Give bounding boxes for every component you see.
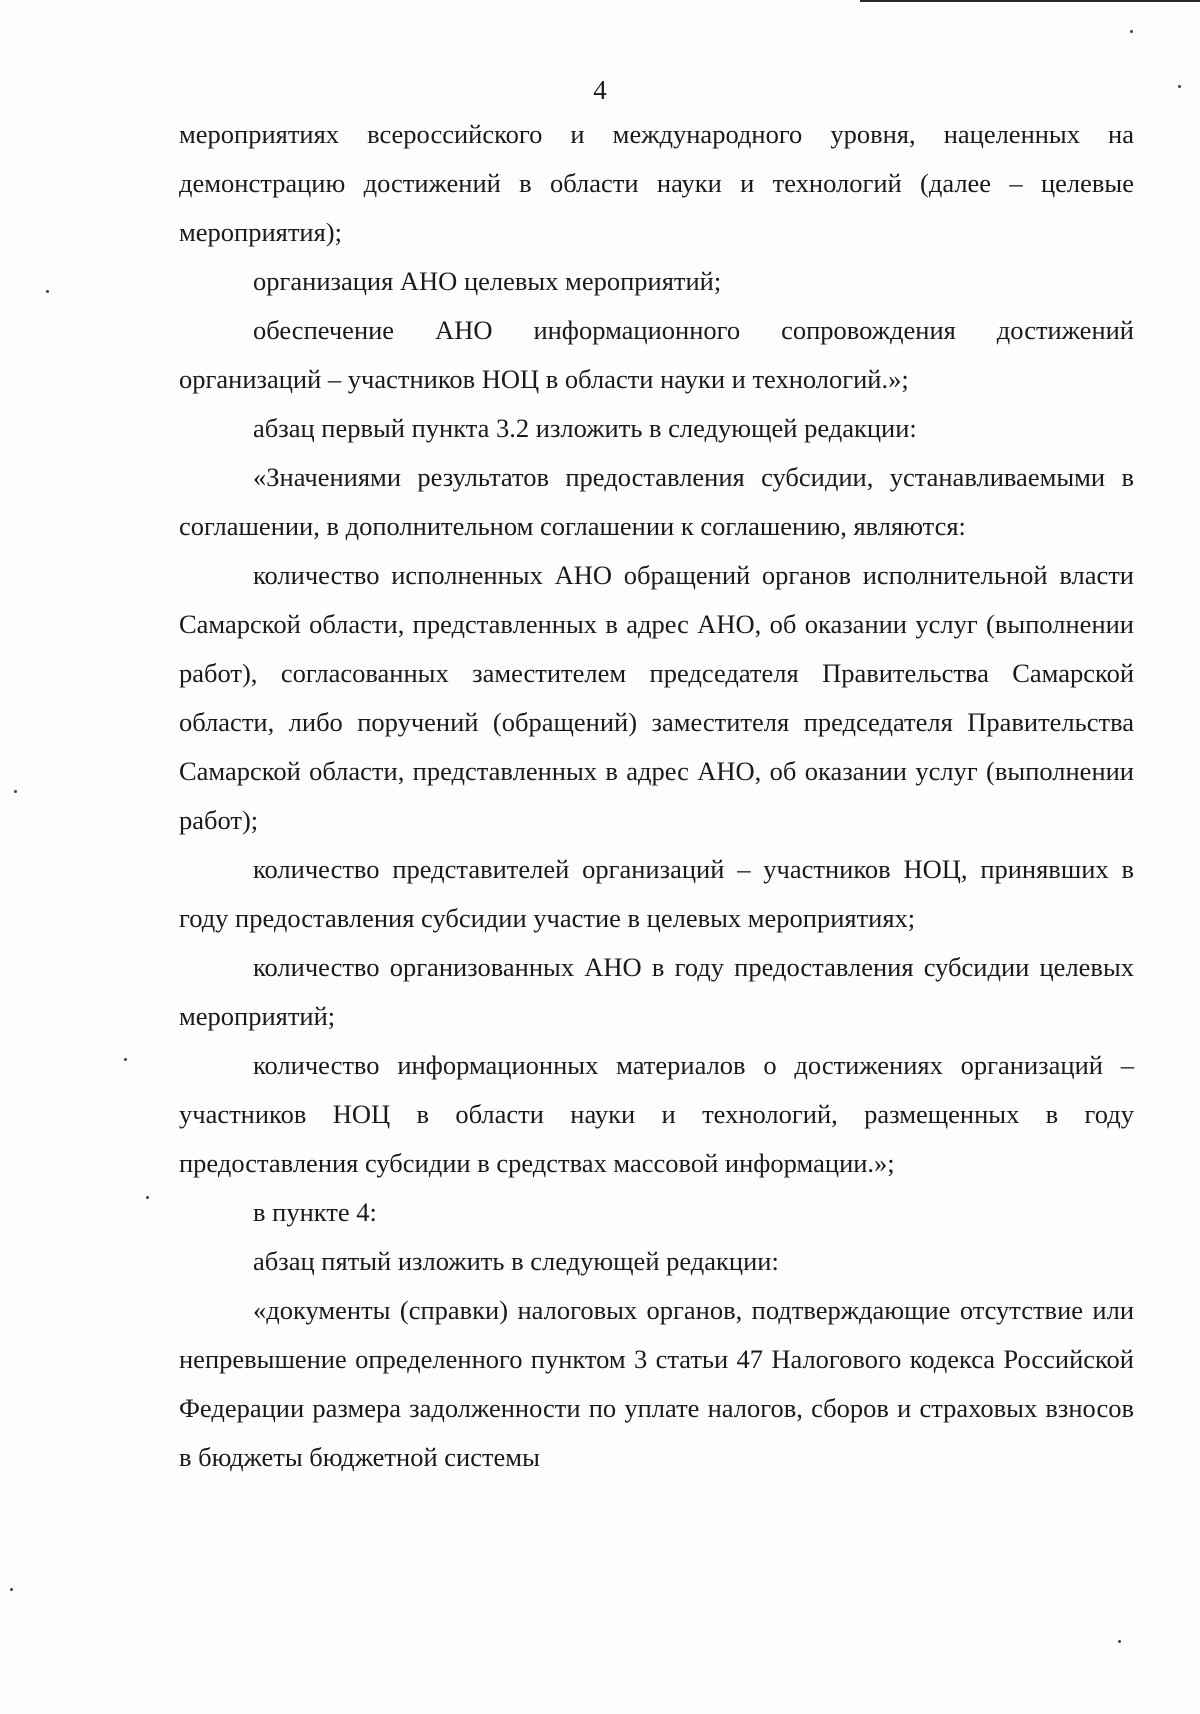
scan-speck <box>1118 1640 1121 1643</box>
scan-speck <box>14 790 17 793</box>
paragraph: в пункте 4: <box>253 1197 377 1227</box>
page-number: 4 <box>593 75 607 105</box>
document-body <box>179 110 1134 1482</box>
paragraph: обеспечение АНО информационного сопровождения достижений организаций – участников НОЦ в области науки и технологий.»; <box>179 315 1134 394</box>
top-edge-rule <box>860 0 1200 2</box>
scan-speck <box>10 1588 13 1591</box>
scan-speck <box>146 1196 149 1199</box>
scan-speck <box>46 290 49 293</box>
scan-speck <box>124 1058 127 1061</box>
paragraph: абзац пятый изложить в следующей редакции: <box>253 1246 779 1276</box>
paragraph: количество исполненных АНО обращений органов исполнительной власти Самарской области, представленных в адрес АНО, об оказании услуг (выполнении работ), согласованных заместителем председателя Правительства Самарской области, либо поручений (обращений) заместителя председателя Правительства Самарской области, представленных в адрес АНО, об оказании услуг (выполнении работ); <box>179 560 1134 835</box>
paragraph: количество организованных АНО в году предоставления субсидии целевых мероприятий; <box>179 952 1134 1031</box>
paragraph: абзац первый пункта 3.2 изложить в следующей редакции: <box>253 413 917 443</box>
paragraph-continuation: мероприятиях всероссийского и международного уровня, нацеленных на демонстрацию достижений в области науки и технологий (далее – целевые мероприятия); <box>179 119 1134 247</box>
scan-speck <box>1130 30 1133 33</box>
paragraph: количество информационных материалов о достижениях организаций – участников НОЦ в области науки и технологий, размещенных в году предоставления субсидии в средствах массовой информации.»; <box>179 1050 1134 1178</box>
paragraph: организация АНО целевых мероприятий; <box>253 266 722 296</box>
paragraph: количество представителей организаций – участников НОЦ, принявших в году предоставления субсидии участие в целевых мероприятиях; <box>179 854 1134 933</box>
scan-speck <box>1178 85 1181 88</box>
paragraph: «документы (справки) налоговых органов, подтверждающие отсутствие или непревышение определенного пунктом 3 статьи 47 Налогового кодекса Российской Федерации размера задолженности по уплате налогов, сборов и страховых взносов в бюджеты бюджетной системы <box>179 1295 1134 1472</box>
paragraph: «Значениями результатов предоставления субсидии, устанавливаемыми в соглашении, в дополнительном соглашении к соглашению, являются: <box>179 462 1134 541</box>
